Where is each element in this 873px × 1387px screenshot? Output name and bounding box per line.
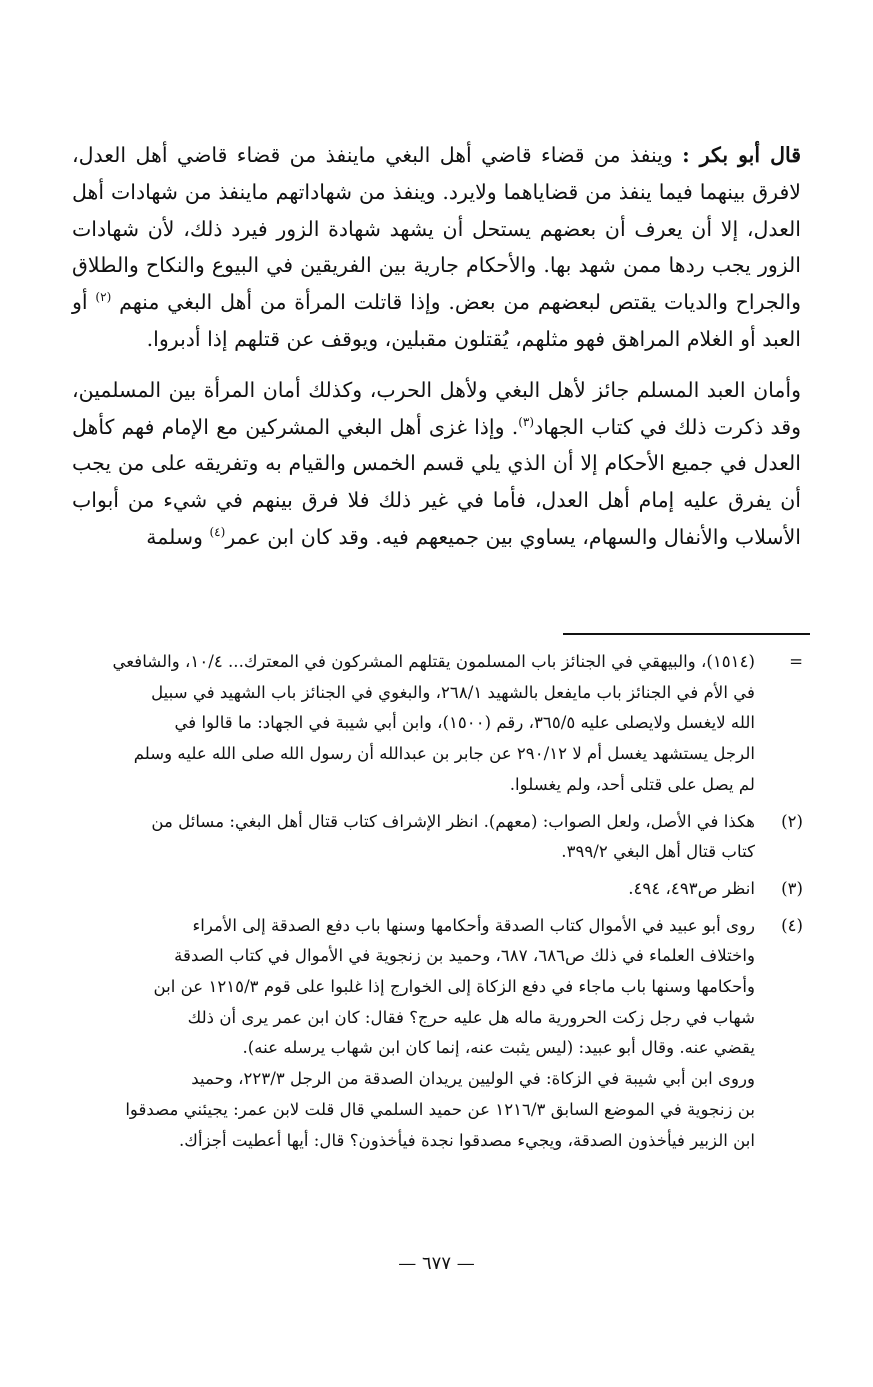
paragraph-1-text-b: أو العبد أو الغلام المراهق فهو مثلهم، يُقتلون مقبلين، ويوقف عن قتلهم إذا أدبروا. [72,290,801,351]
footnote-line: بن زنجوية في الموضع السابق ١٢١٦/٣ عن حميد السلمي قال قلت لابن عمر: يجيئني مصدقوا [125,1099,755,1119]
footnote-line: هكذا في الأصل، ولعل الصواب: (معهم). انظر الإشراف كتاب قتال أهل البغي: مسائل من [151,811,755,831]
paragraph-1 [72,137,801,358]
paragraph-2-text-b: . وإذا غزى أهل البغي المشركين مع الإمام فهم كأهل العدل في جميع الأحكام إلا أن الذي يلي قسم الخمس والقيام به وتفريقه على من يجب أن يفرق عليه إمام أهل العدل، فأما في غير ذلك فلا فرق بينهم في شيء من أبواب الأسلاب والأنفال والسهام، يساوي بين جميعهم فيه. وقد كان ابن عمر [72,414,801,549]
paragraph-2-text-c: وسلمة [146,524,210,549]
footnote-line: الله لايغسل ولايصلى عليه ٣٦٥/٥، رقم (١٥٠٠)، وابن أبي شيبة في الجهاد: ما قالوا في [174,713,755,733]
paragraph-1-text-a: وينفذ من قضاء قاضي أهل البغي ماينفذ من قضاء قاضي أهل العدل، لافرق بينهما فيما ينفذ من قضاياهما ولايرد. وينفذ من شهاداتهم ماينفذ من شهادات أهل العدل، إلا أن يعرف أن بعضهم يستحل أن يشهد شهادة الزور فيرد ذلك، لأن شهادات الزور يجب ردها ممن شهد بها. والأحكام جارية بين الفريقين في البيوع والنكاح والطلاق والجراح والديات يقتص لبعضهم من بعض. وإذا قاتلت المرأة من أهل البغي منهم [72,143,801,315]
footnote-line: الرجل يستشهد يغسل أم لا ٢٩٠/١٢ عن جابر بن عبدالله أن رسول الله صلى الله عليه وسلم [133,744,755,764]
footnote-line: واختلاف العلماء في ذلك ص٦٨٦، ٦٨٧، وحميد بن زنجوية في الأموال في كتاب الصدقة [174,946,755,966]
speaker-lead: قال أبو بكر : [682,143,802,167]
footnote-2 [72,807,803,868]
footnote-ref-2[interactable]: (٢) [95,290,112,305]
footnote-line: يقضي عنه. وقال أبو عبيد: (ليس يثبت عنه، إنما كان ابن شهاب يرسله عنه). [242,1038,755,1058]
footnote-line: في الأم في الجنائز باب مايفعل بالشهيد ٢٦٨/١، والبغوي في الجنائز باب الشهيد في سبيل [151,682,755,702]
footnote-line: وروى ابن أبي شيبة في الزكاة: في الوليين يريدان الصدقة من الرجل ٢٢٣/٣، وحميد [191,1069,755,1089]
footnote-line: لم يصل على قتلى أحد، ولم يغسلوا. [509,774,755,794]
footnote-continued-mark: = [789,652,803,671]
footnote-3-mark: (٣) [781,878,803,898]
footnote-4 [72,911,803,1157]
footnote-ref-3[interactable]: (٣) [518,414,535,429]
footnotes [72,647,803,1156]
footnote-continued [72,647,803,801]
paragraph-2-text-a: وأمان العبد المسلم جائز لأهل البغي ولأهل الحرب، وكذلك أمان المرأة بين المسلمين، وقد ذكرت ذلك في كتاب الجهاد [72,377,801,439]
paragraph-2 [72,372,801,556]
footnote-ref-4[interactable]: (٤) [209,525,226,540]
footnote-3 [72,874,803,905]
footnote-line: انظر ص٤٩٣، ٤٩٤. [628,878,755,898]
footnote-2-mark: (٢) [781,811,803,831]
footnote-4-mark: (٤) [781,915,803,935]
footnote-line: (١٥١٤)، والبيهقي في الجنائز باب المسلمون يقتلهم المشركون في المعترك... ١٠/٤، والشافعي [112,652,755,671]
footnote-separator [563,633,810,635]
footnote-line: وأحكامها وسنها باب ماجاء في دفع الزكاة إلى الخوارج إذا غلبوا على قوم ١٢١٥/٣ عن ابن [153,977,755,997]
footnote-line: شهاب في رجل زكت الحرورية ماله هل عليه حرج؟ فقال: كان ابن عمر يرى أن ذلك [187,1007,755,1027]
main-text [72,137,801,556]
footnote-line: كتاب قتال أهل البغي ٣٩٩/٢. [561,842,755,862]
page-number: — ٦٧٧ — [398,1253,475,1274]
footnote-line: روى أبو عبيد في الأموال كتاب الصدقة وأحكامها وسنها باب دفع الصدقة إلى الأمراء [192,915,755,935]
footnote-line: ابن الزبير فيأخذون الصدقة، ويجيء مصدقوا نجدة فيأخذون؟ قال: أيها أعطيت أجزأك. [179,1130,755,1150]
